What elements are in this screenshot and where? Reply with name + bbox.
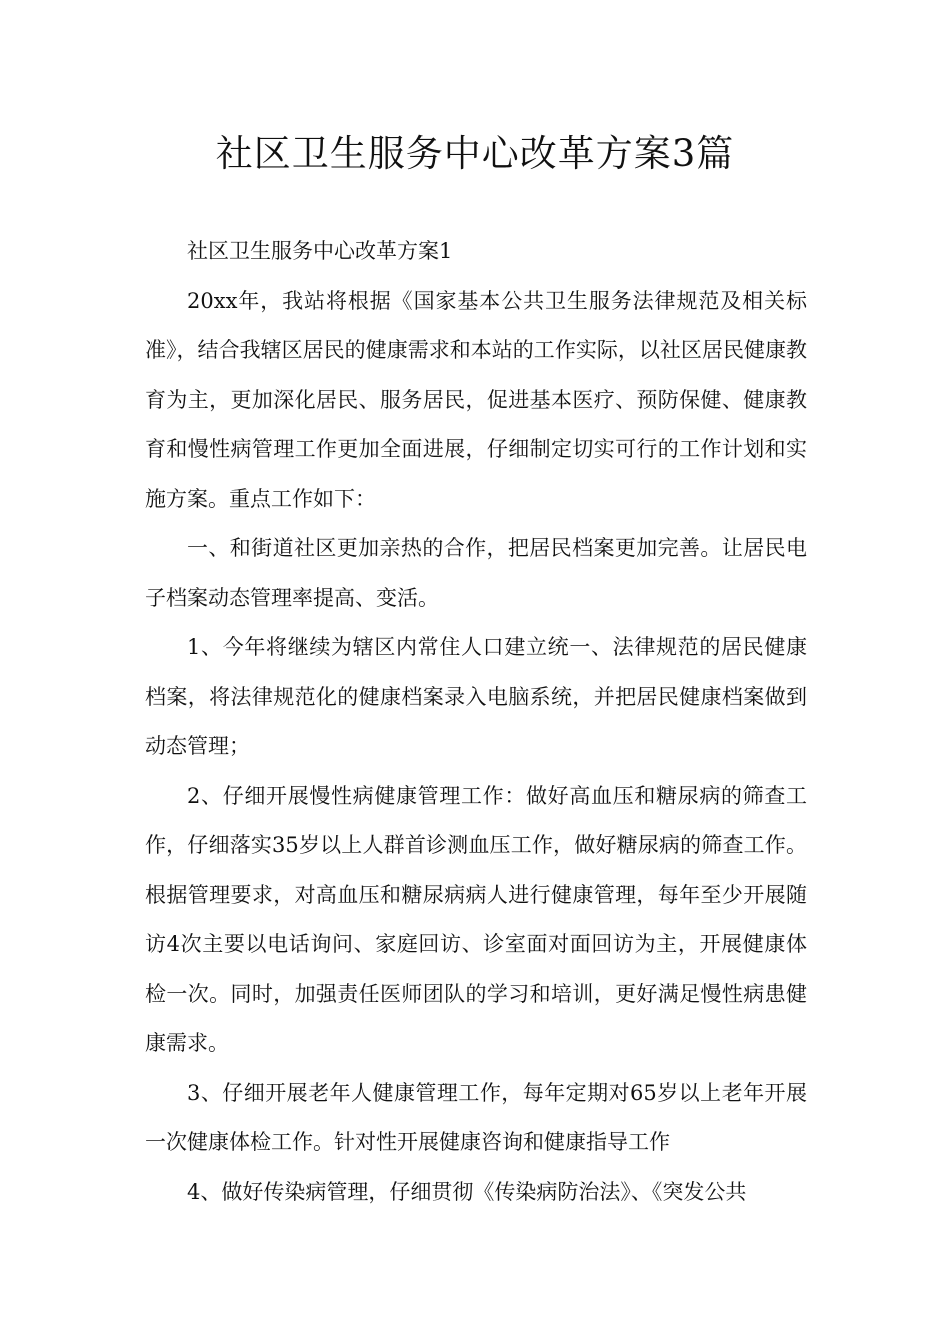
- paragraph-item-1: 一、和街道社区更加亲热的合作，把居民档案更加完善。让居民电子档案动态管理率提高、变活。: [145, 536, 807, 610]
- section-heading: 社区卫生服务中心改革方案1: [187, 239, 453, 263]
- paragraph-item-1-3: 3、仔细开展老年人健康管理工作，每年定期对65岁以上老年开展一次健康体检工作。针对性开展健康咨询和健康指导工作: [145, 1080, 807, 1154]
- document-body: [145, 227, 807, 1217]
- paragraph-intro: 20xx年，我站将根据《国家基本公共卫生服务法律规范及相关标准》，结合我辖区居民的健康需求和本站的工作实际，以社区居民健康教育为主，更加深化居民、服务居民，促进基本医疗、预防保健、健康教育和慢性病管理工作更加全面进展，仔细制定切实可行的工作计划和实施方案。重点工作如下：: [145, 288, 807, 511]
- document-title: 社区卫生服务中心改革方案3篇: [215, 132, 735, 175]
- paragraph-item-1-2: 2、仔细开展慢性病健康管理工作：做好高血压和糖尿病的筛查工作，仔细落实35岁以上人群首诊测血压工作，做好糖尿病的筛查工作。根据管理要求，对高血压和糖尿病病人进行健康管理，每年至少开展随访4次主要以电话询问、家庭回访、诊室面对面回访为主，开展健康体检一次。同时，加强责任医师团队的学习和培训，更好满足慢性病患健康需求。: [145, 783, 807, 1055]
- paragraph-item-1-4: 4、做好传染病管理，仔细贯彻《传染病防治法》、《突发公共: [187, 1179, 747, 1204]
- paragraph-item-1-1: 1、今年将继续为辖区内常住人口建立统一、法律规范的居民健康档案，将法律规范化的健康档案录入电脑系统，并把居民健康档案做到动态管理；: [145, 635, 807, 758]
